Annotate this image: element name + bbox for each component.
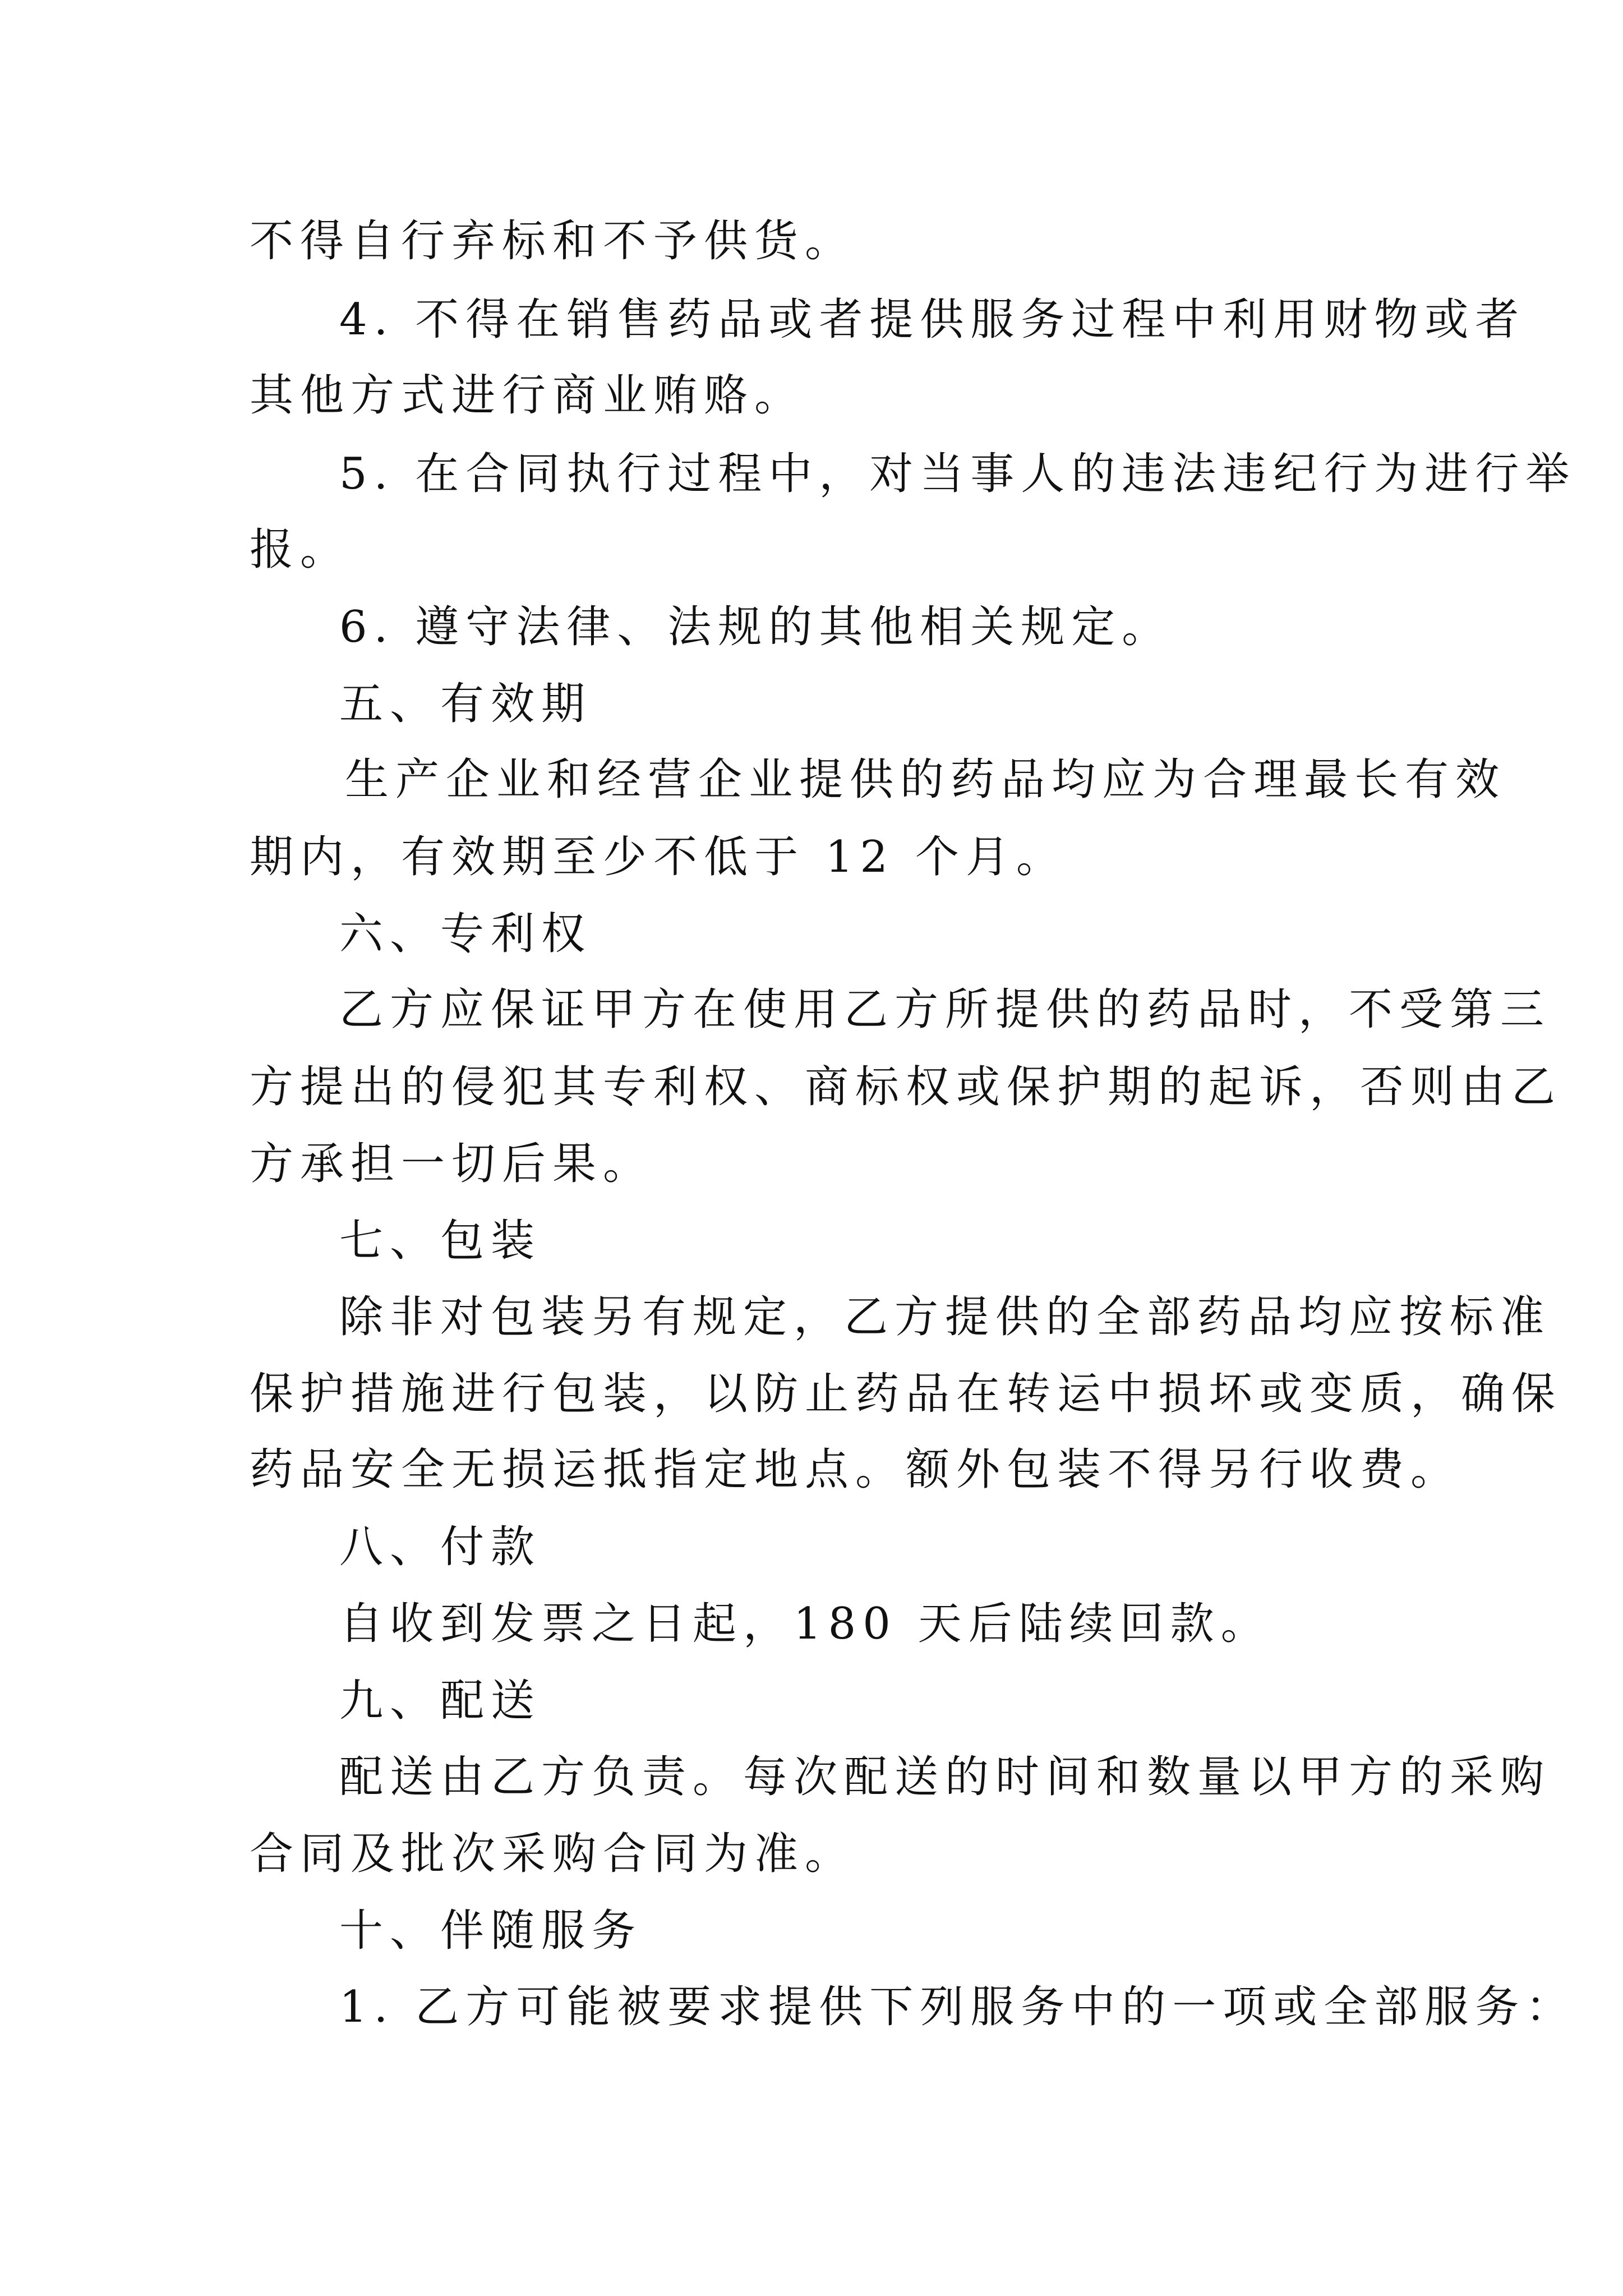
text-line: 乙方应保证甲方在使用乙方所提供的药品时，不受第三 [339,984,1551,1035]
text-line: 1. 乙方可能被要求提供下列服务中的一项或全部服务： [339,1982,1576,2032]
section-heading: 六、专利权 [339,909,592,959]
text-line: 方提出的侵犯其专利权、商标权或保护期的起诉，否则由乙 [250,1062,1562,1112]
text-line: 配送由乙方负责。每次配送的时间和数量以甲方的采购 [339,1752,1551,1802]
section-heading: 九、配送 [339,1676,542,1726]
text-line: 其他方式进行商业贿赂。 [250,370,805,421]
text-line: 自收到发票之日起，180 天后陆续回款。 [339,1599,1271,1649]
section-heading: 八、付款 [339,1522,542,1572]
text-line: 6. 遵守法律、法规的其他相关规定。 [339,602,1173,652]
section-heading: 五、有效期 [339,679,592,729]
text-line: 5. 在合同执行过程中，对当事人的违法违纪行为进行举 [339,449,1576,499]
text-line: 除非对包装另有规定，乙方提供的全部药品均应按标准 [339,1292,1551,1342]
text-line: 期内，有效期至少不低于 12 个月。 [250,832,1067,882]
text-line: 4. 不得在销售药品或者提供服务过程中利用财物或者 [339,295,1526,345]
text-line: 生产企业和经营企业提供的药品均应为合理最长有效 [345,754,1506,805]
text-line: 药品安全无损运抵指定地点。额外包装不得另行收费。 [250,1444,1461,1495]
text-line: 不得自行弃标和不予供货。 [250,216,856,266]
text-line: 方承担一切后果。 [250,1139,654,1189]
section-heading: 七、包装 [339,1216,542,1266]
text-line: 合同及批次采购合同为准。 [250,1829,856,1879]
text-line: 报。 [250,524,351,575]
text-line: 保护措施进行包装，以防止药品在转运中损坏或变质，确保 [250,1369,1562,1419]
section-heading: 十、伴随服务 [339,1906,643,1956]
